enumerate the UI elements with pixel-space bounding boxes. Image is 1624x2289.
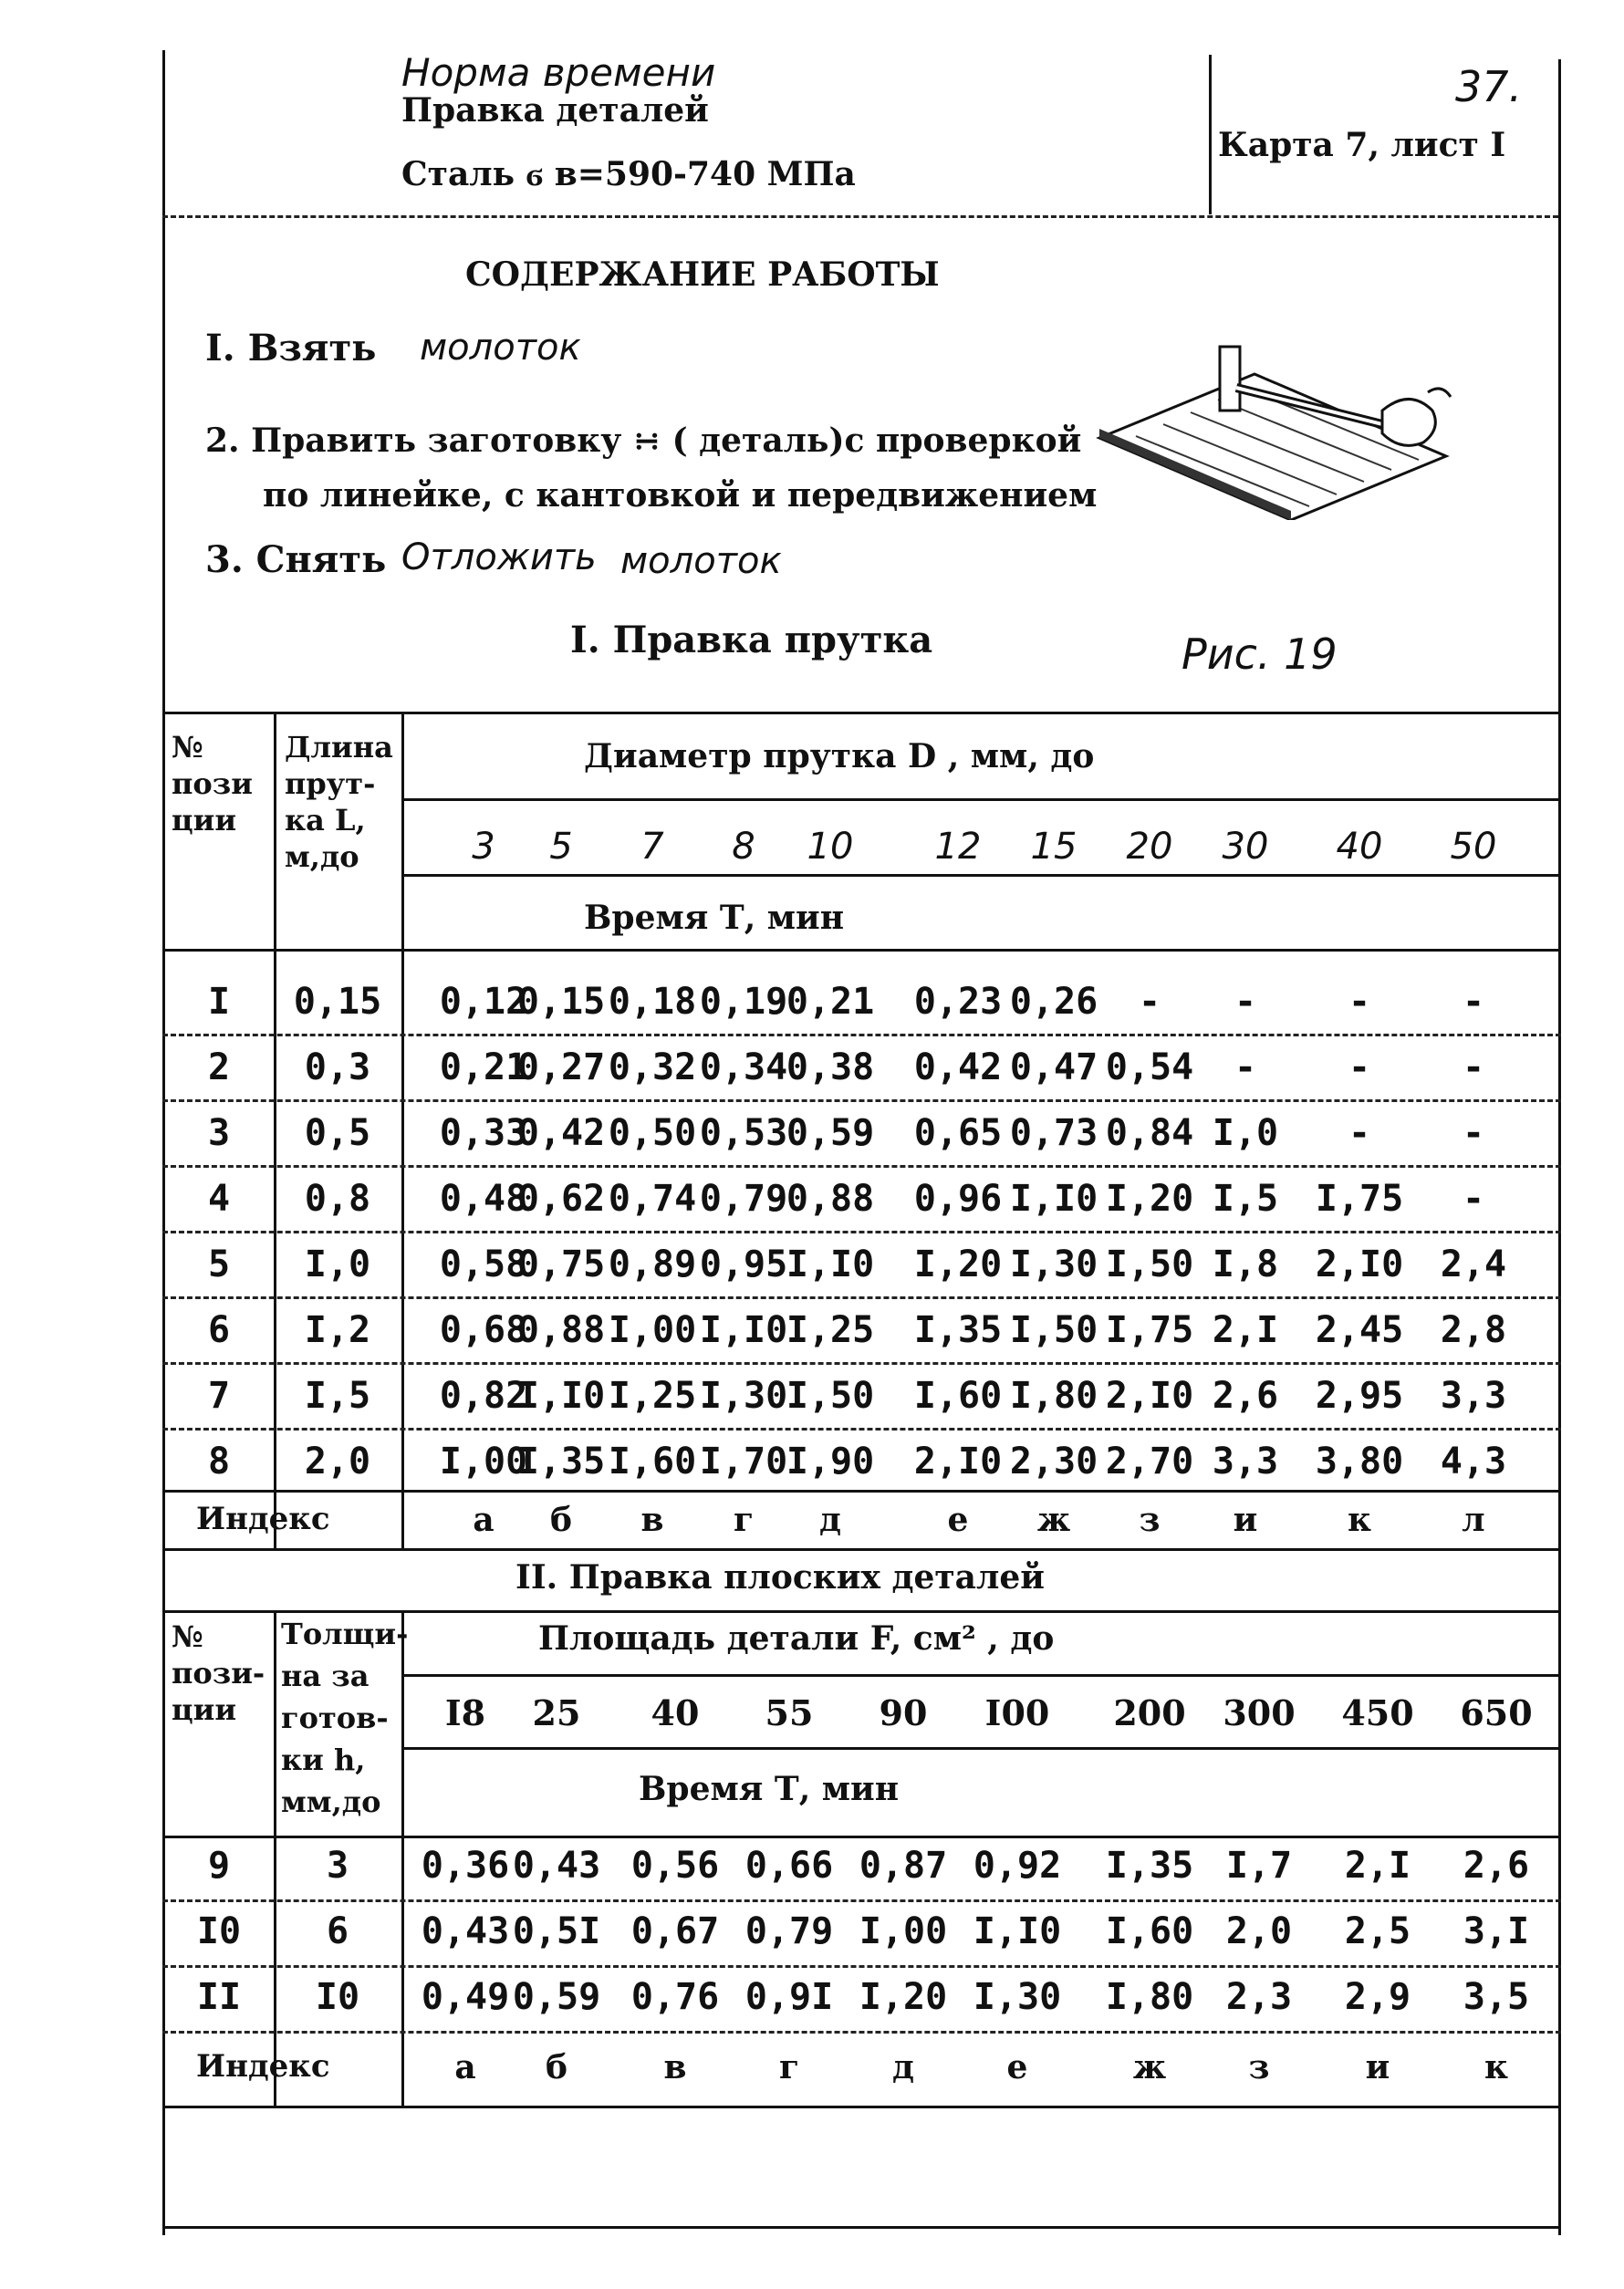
step-3-prefix: 3. Снять <box>205 538 387 581</box>
time-cell: 2,I <box>1344 1845 1411 1887</box>
table2-head-bottom <box>162 1836 1561 1838</box>
index-letter: з <box>1139 1501 1161 1539</box>
time-cell: I,I0 <box>1009 1178 1098 1220</box>
time-cell: 0,53 <box>699 1112 788 1154</box>
index-letter: а <box>454 2048 476 2086</box>
table2-area-sep <box>401 1674 1560 1677</box>
len-header-line: м,до <box>285 839 359 874</box>
time-cell: 2,I <box>1212 1309 1279 1351</box>
time-cell: 0,49 <box>421 1976 510 2018</box>
time-cell: I,25 <box>608 1375 697 1417</box>
pos-header-line: пози <box>172 766 253 801</box>
time-cell: I,35 <box>913 1309 1003 1351</box>
time-cell: 2,5 <box>1344 1910 1411 1952</box>
time-cell: 0,38 <box>786 1046 875 1088</box>
time-header-2: Время Т, мин <box>639 1770 900 1808</box>
time-cell: I,I0 <box>516 1375 606 1417</box>
diameter-header: Диаметр прутка D , мм, до <box>584 737 1095 775</box>
row-pos: 5 <box>207 1243 231 1285</box>
row-pos: 7 <box>207 1375 231 1417</box>
row-separator <box>162 1034 1561 1036</box>
thick-header-line: на за <box>281 1659 370 1693</box>
row-length: 0,8 <box>304 1178 371 1220</box>
time-cell: I,75 <box>1105 1309 1194 1351</box>
subtitle: Правка деталей <box>401 91 709 130</box>
time-cell: 0,50 <box>608 1112 697 1154</box>
time-cell: 0,65 <box>913 1112 1003 1154</box>
time-cell: 0,42 <box>913 1046 1003 1088</box>
area-value: 40 <box>651 1692 700 1733</box>
diameter-value: 8 <box>732 826 755 868</box>
table1-time-sep <box>401 874 1560 877</box>
row-separator <box>162 1231 1561 1233</box>
row-length: 2,0 <box>304 1441 371 1483</box>
time-cell: 0,89 <box>608 1243 697 1285</box>
time-cell: 2,6 <box>1463 1845 1530 1887</box>
table1-diam-sep <box>401 798 1560 801</box>
time-cell: 0,48 <box>439 1178 528 1220</box>
time-cell: 0,43 <box>421 1910 510 1952</box>
section2-top <box>162 1548 1561 1551</box>
index-letter: д <box>892 2048 914 2086</box>
time-cell: 0,32 <box>608 1046 697 1088</box>
index-label: Индекс <box>196 1501 330 1537</box>
row-separator <box>162 2031 1561 2034</box>
time-cell: 2,45 <box>1315 1309 1404 1351</box>
time-cell: 0,92 <box>973 1845 1062 1887</box>
area-value: 650 <box>1460 1692 1533 1733</box>
thick-header-line: мм,до <box>281 1784 381 1819</box>
time-header-1: Время Т, мин <box>584 899 845 937</box>
table2-bottom <box>162 2106 1561 2108</box>
pos-header-line: № <box>172 1619 203 1654</box>
table1-col2-line <box>401 712 404 1551</box>
time-cell: 0,67 <box>630 1910 720 1952</box>
diameter-value: 3 <box>472 826 495 868</box>
row-thickness: 6 <box>326 1910 349 1952</box>
time-cell: I,5 <box>1212 1178 1279 1220</box>
time-cell: 0,88 <box>516 1309 606 1351</box>
time-cell: 0,96 <box>913 1178 1003 1220</box>
time-cell: 0,95 <box>699 1243 788 1285</box>
row-separator <box>162 1296 1561 1299</box>
index-letter: в <box>663 2048 687 2086</box>
area-value: I00 <box>984 1692 1050 1733</box>
time-cell: 0,12 <box>439 981 528 1023</box>
time-cell: 0,23 <box>913 981 1003 1023</box>
time-cell: I,20 <box>859 1976 948 2018</box>
time-cell: I,75 <box>1315 1178 1404 1220</box>
time-cell: 0,87 <box>859 1845 948 1887</box>
index-letter: б <box>549 1501 572 1539</box>
time-cell: 0,74 <box>608 1178 697 1220</box>
time-cell: - <box>1462 1046 1485 1088</box>
time-cell: 0,79 <box>699 1178 788 1220</box>
row-separator <box>162 1965 1561 1968</box>
row-pos: II <box>196 1976 242 2018</box>
diameter-value: 5 <box>549 826 573 868</box>
frame-right <box>1558 59 1561 2235</box>
row-pos: 6 <box>207 1309 231 1351</box>
time-cell: I,50 <box>1009 1309 1098 1351</box>
header-divider <box>1209 55 1212 214</box>
index-letter: ж <box>1132 2048 1167 2086</box>
table1-top <box>162 712 1561 714</box>
index-label: Индекс <box>196 2048 330 2085</box>
section-1-title: I. Правка прутка <box>570 619 933 661</box>
time-cell: 0,56 <box>630 1845 720 1887</box>
time-cell: 3,5 <box>1463 1976 1530 2018</box>
diameter-value: 15 <box>1030 826 1077 868</box>
time-cell: I,80 <box>1009 1375 1098 1417</box>
index-letter: к <box>1348 1501 1371 1539</box>
time-cell: 2,9 <box>1344 1976 1411 2018</box>
index-letter: и <box>1365 2048 1390 2086</box>
table1-head-bottom <box>162 949 1561 952</box>
time-cell: 0,73 <box>1009 1112 1098 1154</box>
index-separator <box>162 1490 1561 1493</box>
time-cell: I,00 <box>859 1910 948 1952</box>
time-cell: I,20 <box>913 1243 1003 1285</box>
diameter-value: 30 <box>1222 826 1269 868</box>
time-cell: 0,27 <box>516 1046 606 1088</box>
diameter-value: 10 <box>807 826 854 868</box>
time-cell: 0,68 <box>439 1309 528 1351</box>
time-cell: 2,4 <box>1440 1243 1507 1285</box>
row-separator <box>162 1099 1561 1102</box>
pos-header-line: пози- <box>172 1656 265 1691</box>
time-cell: 0,59 <box>512 1976 601 2018</box>
time-cell: 0,75 <box>516 1243 606 1285</box>
index-letter: л <box>1462 1501 1485 1539</box>
time-cell: I,20 <box>1105 1178 1194 1220</box>
time-cell: 2,6 <box>1212 1375 1279 1417</box>
row-thickness: 3 <box>326 1845 349 1887</box>
time-cell: 0,59 <box>786 1112 875 1154</box>
time-cell: 2,3 <box>1225 1976 1293 2018</box>
row-separator <box>162 1899 1561 1902</box>
time-cell: I,8 <box>1212 1243 1279 1285</box>
time-cell: I,7 <box>1225 1845 1293 1887</box>
area-value: 90 <box>879 1692 928 1733</box>
time-cell: I,35 <box>1105 1845 1194 1887</box>
index-letter: г <box>733 1501 755 1539</box>
hammer-on-plate-icon <box>1081 338 1464 520</box>
frame-bottom <box>162 2226 1561 2229</box>
time-cell: - <box>1348 1112 1371 1154</box>
area-value: 450 <box>1341 1692 1414 1733</box>
time-cell: 2,I0 <box>913 1441 1003 1483</box>
row-separator <box>162 1165 1561 1168</box>
time-cell: 0,58 <box>439 1243 528 1285</box>
diameter-value: 12 <box>934 826 982 868</box>
time-cell: I,60 <box>1105 1910 1194 1952</box>
pos-header-line: № <box>172 730 203 765</box>
row-pos: 8 <box>207 1441 231 1483</box>
time-cell: 2,95 <box>1315 1375 1404 1417</box>
time-cell: 2,I0 <box>1105 1375 1194 1417</box>
table2-time-sep <box>401 1747 1560 1750</box>
index-letter: д <box>819 1501 841 1539</box>
time-cell: I,0 <box>1212 1112 1279 1154</box>
time-cell: I,60 <box>913 1375 1003 1417</box>
time-cell: I,00 <box>439 1441 528 1483</box>
pos-header-line: ции <box>172 1692 237 1727</box>
time-cell: 3,80 <box>1315 1441 1404 1483</box>
time-cell: 0,21 <box>786 981 875 1023</box>
time-cell: - <box>1462 981 1485 1023</box>
table2-top <box>162 1610 1561 1613</box>
step-3-hand-a: Отложить <box>401 536 597 578</box>
time-cell: 0,9I <box>744 1976 834 2018</box>
thick-header-line: ки h, <box>281 1743 366 1777</box>
figure-caption: Рис. 19 <box>1182 629 1338 679</box>
section-2-title: II. Правка плоских деталей <box>515 1558 1045 1597</box>
len-header-line: ка L, <box>285 803 366 838</box>
time-cell: 0,88 <box>786 1178 875 1220</box>
row-separator <box>162 1362 1561 1365</box>
time-cell: I,I0 <box>786 1243 875 1285</box>
time-cell: I,90 <box>786 1441 875 1483</box>
row-length: I,5 <box>304 1375 371 1417</box>
time-cell: 0,36 <box>421 1845 510 1887</box>
time-cell: 0,33 <box>439 1112 528 1154</box>
work-heading: СОДЕРЖАНИЕ РАБОТЫ <box>465 255 940 294</box>
row-pos: 9 <box>207 1845 231 1887</box>
time-cell: I,30 <box>973 1976 1062 2018</box>
frame-left <box>162 50 165 2235</box>
index-letter: и <box>1233 1501 1258 1539</box>
time-cell: 0,84 <box>1105 1112 1194 1154</box>
time-cell: 2,0 <box>1225 1910 1293 1952</box>
time-cell: I,I0 <box>699 1309 788 1351</box>
diameter-value: 7 <box>640 826 664 868</box>
row-pos: 4 <box>207 1178 231 1220</box>
time-cell: 0,26 <box>1009 981 1098 1023</box>
time-cell: I,60 <box>608 1441 697 1483</box>
time-cell: 2,8 <box>1440 1309 1507 1351</box>
index-letter: г <box>778 2048 800 2086</box>
time-cell: 0,34 <box>699 1046 788 1088</box>
row-pos: 3 <box>207 1112 231 1154</box>
time-cell: I,30 <box>699 1375 788 1417</box>
time-cell: I,25 <box>786 1309 875 1351</box>
diameter-value: 40 <box>1336 826 1383 868</box>
area-value: 55 <box>765 1692 814 1733</box>
time-cell: I,35 <box>516 1441 606 1483</box>
index-letter: ж <box>1036 1501 1071 1539</box>
steel-line: Сталь ϭ в=590-740 МПа <box>401 155 856 193</box>
time-cell: 3,I <box>1463 1910 1530 1952</box>
row-length: I,2 <box>304 1309 371 1351</box>
time-cell: - <box>1462 1112 1485 1154</box>
step-3-hand-b: молоток <box>620 540 782 582</box>
row-pos: I0 <box>196 1910 242 1952</box>
row-thickness: I0 <box>315 1976 360 2018</box>
time-cell: 0,66 <box>744 1845 834 1887</box>
time-cell: 0,79 <box>744 1910 834 1952</box>
time-cell: 0,19 <box>699 981 788 1023</box>
pos-header-line: ции <box>172 803 237 838</box>
time-cell: 3,3 <box>1440 1375 1507 1417</box>
area-header: Площадь детали F, см² , до <box>538 1619 1055 1658</box>
row-length: 0,5 <box>304 1112 371 1154</box>
time-cell: 2,I0 <box>1315 1243 1404 1285</box>
step-2-line-2: по линейке, с кантовкой и передвижением <box>263 476 1098 515</box>
index-letter: б <box>545 2048 567 2086</box>
row-pos: 2 <box>207 1046 231 1088</box>
row-pos: I <box>207 981 231 1023</box>
row-separator <box>162 1428 1561 1431</box>
time-cell: 2,70 <box>1105 1441 1194 1483</box>
time-cell: I,50 <box>786 1375 875 1417</box>
card-label: Карта 7, лист I <box>1218 126 1506 164</box>
time-cell: 0,18 <box>608 981 697 1023</box>
area-value: 25 <box>532 1692 581 1733</box>
norm-title: Норма времени <box>401 50 716 95</box>
row-length: 0,15 <box>293 981 382 1023</box>
index-letter: е <box>947 1501 969 1539</box>
table1-col1-line <box>274 712 276 1551</box>
time-cell: 2,30 <box>1009 1441 1098 1483</box>
time-cell: - <box>1348 1046 1371 1088</box>
area-value: 200 <box>1113 1692 1186 1733</box>
time-cell: 0,15 <box>516 981 606 1023</box>
area-value: 300 <box>1223 1692 1296 1733</box>
diameter-value: 20 <box>1126 826 1173 868</box>
row-length: 0,3 <box>304 1046 371 1088</box>
time-cell: I,70 <box>699 1441 788 1483</box>
len-header-line: прут- <box>285 766 376 801</box>
time-cell: - <box>1462 1178 1485 1220</box>
area-value: I8 <box>444 1692 486 1733</box>
time-cell: 3,3 <box>1212 1441 1279 1483</box>
time-cell: 0,76 <box>630 1976 720 2018</box>
time-cell: 0,21 <box>439 1046 528 1088</box>
page-number: 37. <box>1455 62 1523 111</box>
diameter-value: 50 <box>1450 826 1497 868</box>
index-letter: к <box>1484 2048 1508 2086</box>
index-letter: в <box>640 1501 664 1539</box>
time-cell: I,50 <box>1105 1243 1194 1285</box>
time-cell: - <box>1234 981 1257 1023</box>
step-1-prefix: I. Взять <box>205 327 377 369</box>
time-cell: I,80 <box>1105 1976 1194 2018</box>
time-cell: - <box>1348 981 1371 1023</box>
header-bottom-line <box>162 215 1558 218</box>
step-2-line-1: 2. Править заготовку ∺ ( деталь)с проверкой <box>205 421 1082 460</box>
time-cell: I,30 <box>1009 1243 1098 1285</box>
thick-header-line: готов- <box>281 1701 389 1735</box>
time-cell: 0,47 <box>1009 1046 1098 1088</box>
time-cell: 0,82 <box>439 1375 528 1417</box>
time-cell: 0,62 <box>516 1178 606 1220</box>
time-cell: 0,43 <box>512 1845 601 1887</box>
time-cell: 0,42 <box>516 1112 606 1154</box>
len-header-line: Длина <box>285 730 393 765</box>
time-cell: 0,5I <box>512 1910 601 1952</box>
time-cell: I,00 <box>608 1309 697 1351</box>
index-letter: а <box>473 1501 494 1539</box>
row-length: I,0 <box>304 1243 371 1285</box>
time-cell: - <box>1138 981 1161 1023</box>
time-cell: - <box>1234 1046 1257 1088</box>
thick-header-line: Толщи- <box>281 1617 409 1651</box>
time-cell: 0,54 <box>1105 1046 1194 1088</box>
time-cell: 4,3 <box>1440 1441 1507 1483</box>
index-letter: з <box>1248 2048 1270 2086</box>
step-1-hand: молоток <box>420 327 581 369</box>
index-letter: е <box>1006 2048 1028 2086</box>
time-cell: I,I0 <box>973 1910 1062 1952</box>
